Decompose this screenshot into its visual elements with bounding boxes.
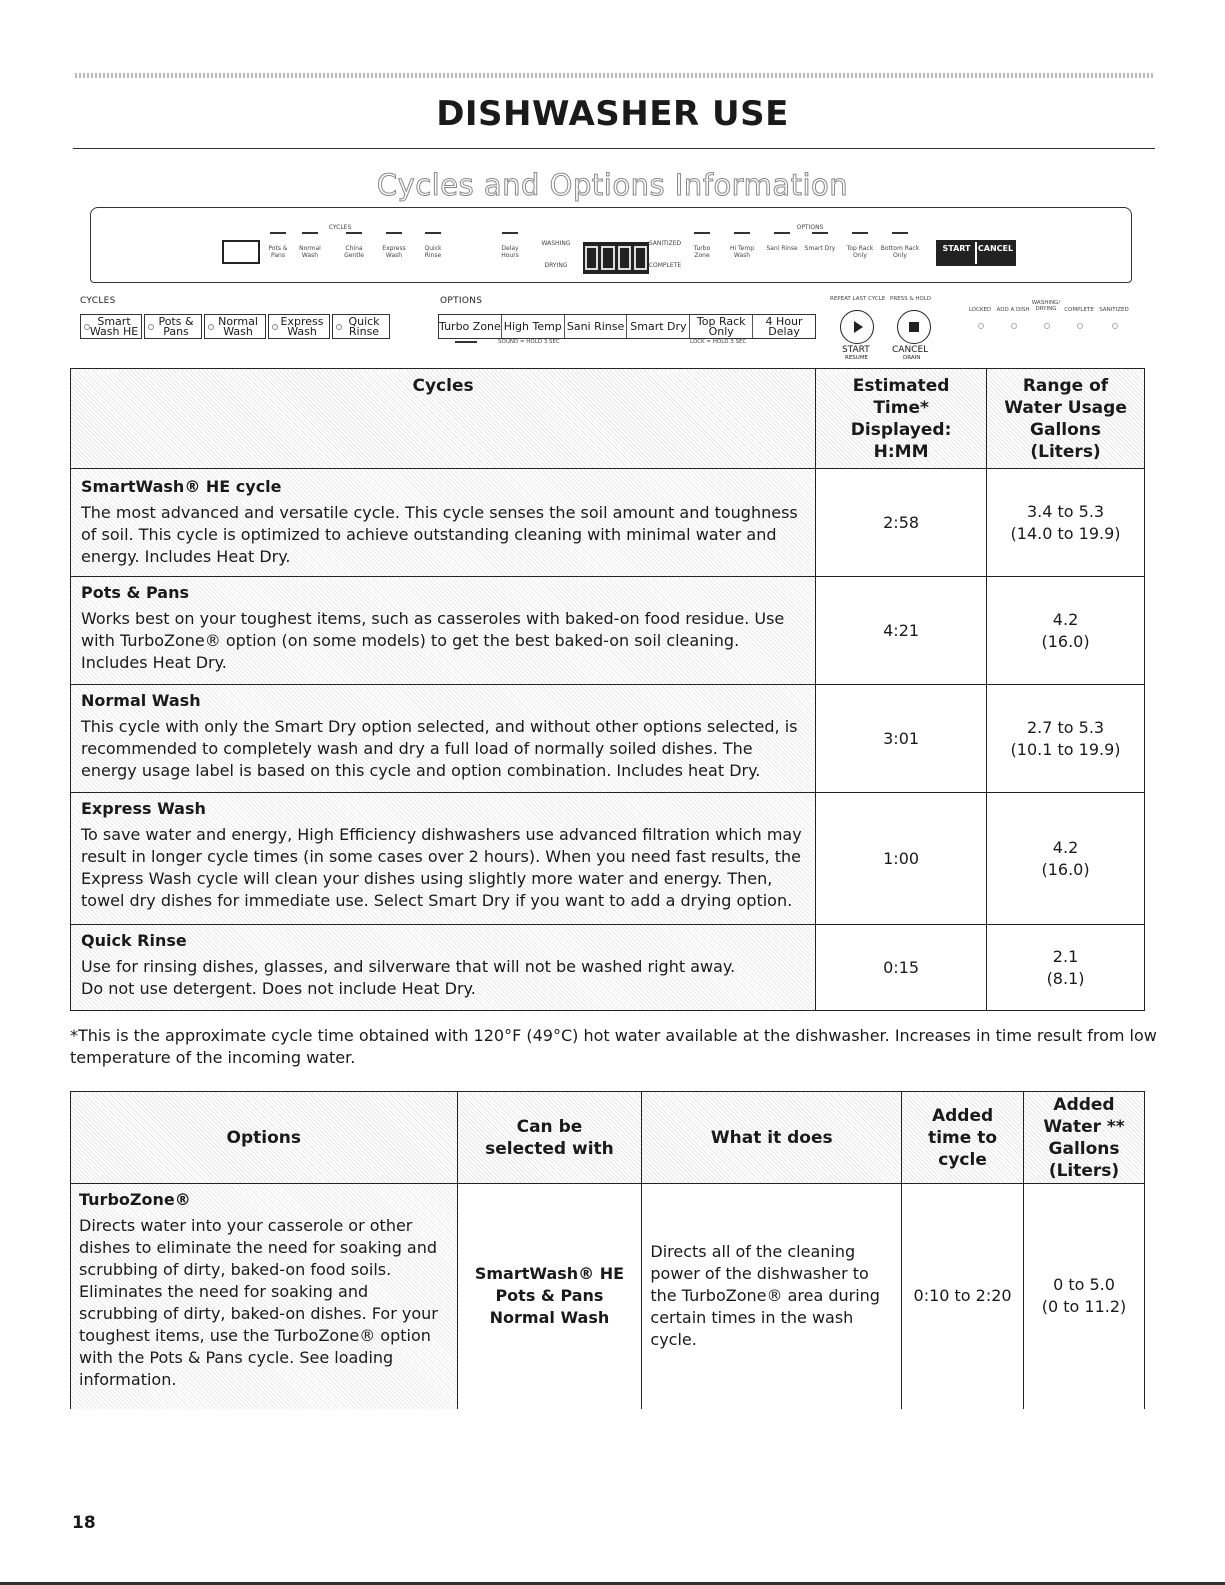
cycle-name: Normal Wash xyxy=(81,691,201,710)
option-added-water: 0 to 5.0 (0 to 11.2) xyxy=(1024,1184,1145,1409)
panel-bottom-start-sub: RESUME xyxy=(845,355,869,361)
section-subtitle: Cycles and Options Information xyxy=(376,168,849,202)
table-row xyxy=(71,577,1145,685)
cycle-description: Works best on your toughest items, such as casseroles with baked-on food residue. Use with TurboZone® option (on some models) to get the best baked-on soil cleaning. Includes Heat Dry. xyxy=(81,609,785,672)
panel-top-status-drying: DRYING xyxy=(544,262,568,269)
options-header-selected: Can be selected with xyxy=(457,1092,642,1184)
panel-top-option-0: Turbo Zone xyxy=(693,245,711,259)
panel-top-cycle-5: Quick Rinse xyxy=(424,245,442,259)
panel-bottom-options-label: OPTIONS xyxy=(440,296,483,306)
footnote: *This is the approximate cycle time obtained with 120°F (49°C) hot water available at the dishwasher. Increases in time result from low temperature of the incoming water. xyxy=(70,1026,1157,1067)
panel-bottom-cycle-quick-rinse: Quick Rinse xyxy=(332,314,390,339)
panel-bottom-start-label: START xyxy=(842,345,870,355)
table-row xyxy=(71,793,1145,925)
panel-top-display xyxy=(583,242,649,274)
page-number: 18 xyxy=(72,1513,96,1533)
cycles-header-water: Range of Water Usage Gallons (Liters) xyxy=(987,369,1145,469)
panel-bottom-option-smart-dry: Smart Dry xyxy=(626,315,689,338)
panel-bottom-cycle-express-wash: Express Wash xyxy=(268,314,330,339)
panel-top-option-2: Sani Rinse xyxy=(766,245,798,252)
panel-top-cycle-2: Normal Wash xyxy=(299,245,321,259)
indicator-complete: COMPLETE xyxy=(1064,307,1094,313)
panel-top-status-sanitized: SANITIZED xyxy=(648,240,682,247)
cycle-water: 4.2 (16.0) xyxy=(987,577,1145,685)
cycle-time: 2:58 xyxy=(816,469,987,577)
indicator-washing-drying: WASHING/ DRYING xyxy=(1031,300,1061,312)
panel-top-option-4: Top Rack Only xyxy=(846,245,874,259)
panel-bottom-option-sani-rinse: Sani Rinse xyxy=(564,315,627,338)
panel-top-start-cancel xyxy=(936,240,1016,266)
panel-bottom-cancel-label: CANCEL xyxy=(892,345,929,355)
cycles-header-cycles: Cycles xyxy=(71,369,816,469)
cycles-header-time: Estimated Time* Displayed: H:MM xyxy=(816,369,987,469)
panel-bottom-options-group xyxy=(438,314,816,339)
option-selected-2: Normal Wash xyxy=(489,1308,610,1328)
panel-bottom-option-high-temp: High Temp xyxy=(501,315,564,338)
panel-top-cancel: CANCEL xyxy=(975,242,1014,264)
cycle-time: 3:01 xyxy=(816,685,987,793)
option-name: TurboZone® xyxy=(79,1190,191,1209)
panel-top-options-label: OPTIONS xyxy=(796,224,824,231)
panel-bottom-option-top-rack: Top Rack Only xyxy=(689,315,752,338)
option-description: Directs water into your casserole or other dishes to eliminate the need for soaking and scrubbing of dirty, baked-on food soils. Eliminates the need for soaking and scrubbing of dirty, baked-on dishes. For your toughest items, use the TurboZone® option with the Pots & Pans cycle. See loading information. xyxy=(79,1216,438,1389)
panel-bottom-cycles-label: CYCLES xyxy=(80,296,116,306)
panel-bottom-sound-note: SOUND = HOLD 3 SEC xyxy=(498,339,560,345)
option-selected-with xyxy=(457,1184,642,1409)
option-selected-0: SmartWash® HE xyxy=(474,1264,625,1284)
cycle-name: SmartWash® HE cycle xyxy=(81,477,282,496)
cycle-description: To save water and energy, High Efficiency dishwashers use advanced filtration which may result in longer cycle times (in some cases over 2 hours). When you need fast results, the Express Wash cycle will clean your dishes using slightly more water and energy. Then, towel dry dishes for immediate use. Select Smart Dry if you want to add a drying option. xyxy=(81,825,802,910)
panel-top-option-1: Hi Temp Wash xyxy=(729,245,755,259)
options-header-what: What it does xyxy=(642,1092,902,1184)
panel-top-status-washing: WASHING xyxy=(541,240,571,247)
page-title: DISHWASHER USE xyxy=(436,94,789,134)
panel-bottom-cancel-button xyxy=(897,310,931,344)
options-header-time: Added time to cycle xyxy=(902,1092,1024,1184)
stop-icon xyxy=(898,311,930,343)
cycle-name: Express Wash xyxy=(81,799,206,818)
indicator-add-dish: ADD A DISH xyxy=(996,307,1030,313)
panel-top-cycles-label: CYCLES xyxy=(328,224,352,231)
cycle-water: 2.7 to 5.3 (10.1 to 19.9) xyxy=(987,685,1145,793)
options-header-options: Options xyxy=(71,1092,458,1184)
panel-bottom-option-turbo-zone: Turbo Zone xyxy=(439,319,501,333)
panel-top-cycle-3: China Gentle xyxy=(344,245,364,259)
cycle-time: 1:00 xyxy=(816,793,987,925)
cycle-water: 4.2 (16.0) xyxy=(987,793,1145,925)
title-rule xyxy=(73,148,1155,149)
indicator-locked: LOCKED xyxy=(968,307,992,313)
cycle-description: This cycle with only the Smart Dry option selected, and without other options selected, is recommended to completely wash and dry a full load of normally soiled dishes. The energy usage label is based on this cycle and option combination. Includes heat Dry. xyxy=(81,717,798,780)
table-row xyxy=(71,925,1145,1011)
table-row xyxy=(71,469,1145,577)
panel-bottom-repeat-note: REPEAT LAST CYCLE xyxy=(830,296,886,302)
cycle-time: 0:15 xyxy=(816,925,987,1011)
indicator-sanitized: SANITIZED xyxy=(1099,307,1129,313)
option-added-time: 0:10 to 2:20 xyxy=(902,1184,1024,1409)
options-table xyxy=(70,1091,1145,1409)
table-row xyxy=(71,1184,1145,1409)
panel-bottom-lock-note: LOCK = HOLD 3 SEC xyxy=(690,339,747,345)
panel-bottom-cycle-normal-wash: Normal Wash xyxy=(204,314,266,339)
option-selected-1: Pots & Pans xyxy=(495,1286,604,1306)
panel-bottom-option-delay: 4 Hour Delay xyxy=(752,315,815,338)
panel-top-cycle-1: Pots & Pans xyxy=(268,245,288,259)
panel-top-delay: Delay Hours xyxy=(501,245,519,259)
panel-top-start: START xyxy=(938,242,975,264)
cycle-water: 2.1 (8.1) xyxy=(987,925,1145,1011)
cycle-description: Use for rinsing dishes, glasses, and silverware that will not be washed right away. xyxy=(81,957,736,976)
panel-bottom-cancel-sub: DRAIN xyxy=(903,355,921,361)
panel-top-option-3: Smart Dry xyxy=(804,245,836,252)
option-what-it-does: Directs all of the cleaning power of the dishwasher to the TurboZone® area during certain times in the wash cycle. xyxy=(642,1184,902,1409)
panel-top-option-5: Bottom Rack Only xyxy=(880,245,920,259)
cycle-name: Quick Rinse xyxy=(81,931,187,950)
cycle-water: 3.4 to 5.3 (14.0 to 19.9) xyxy=(987,469,1145,577)
options-header-water: Added Water ** Gallons (Liters) xyxy=(1024,1092,1145,1184)
table-row xyxy=(71,685,1145,793)
panel-top-cycle-4: Express Wash xyxy=(382,245,406,259)
panel-bottom-cycle-pots-pans: Pots & Pans xyxy=(144,314,202,339)
panel-top-status-complete: COMPLETE xyxy=(648,262,682,269)
top-decorative-rule xyxy=(75,73,1155,78)
panel-bottom-press-hold-note: PRESS & HOLD xyxy=(890,296,932,302)
cycle-name: Pots & Pans xyxy=(81,583,189,602)
cycle-description: The most advanced and versatile cycle. This cycle senses the soil amount and toughness of soil. This cycle is optimized to achieve outstanding cleaning with minimal water and energy. Includes Heat Dry. xyxy=(81,503,798,566)
cycle-time: 4:21 xyxy=(816,577,987,685)
panel-top-cycle-0: Smart Wash HE xyxy=(224,244,256,257)
panel-bottom-start-button xyxy=(840,310,874,344)
cycles-table xyxy=(70,368,1145,1011)
cycle-description-note: Do not use detergent. Does not include Heat Dry. xyxy=(81,979,476,998)
panel-bottom-cycle-smart-wash: Smart Wash HE xyxy=(80,314,142,339)
play-icon xyxy=(841,311,873,343)
